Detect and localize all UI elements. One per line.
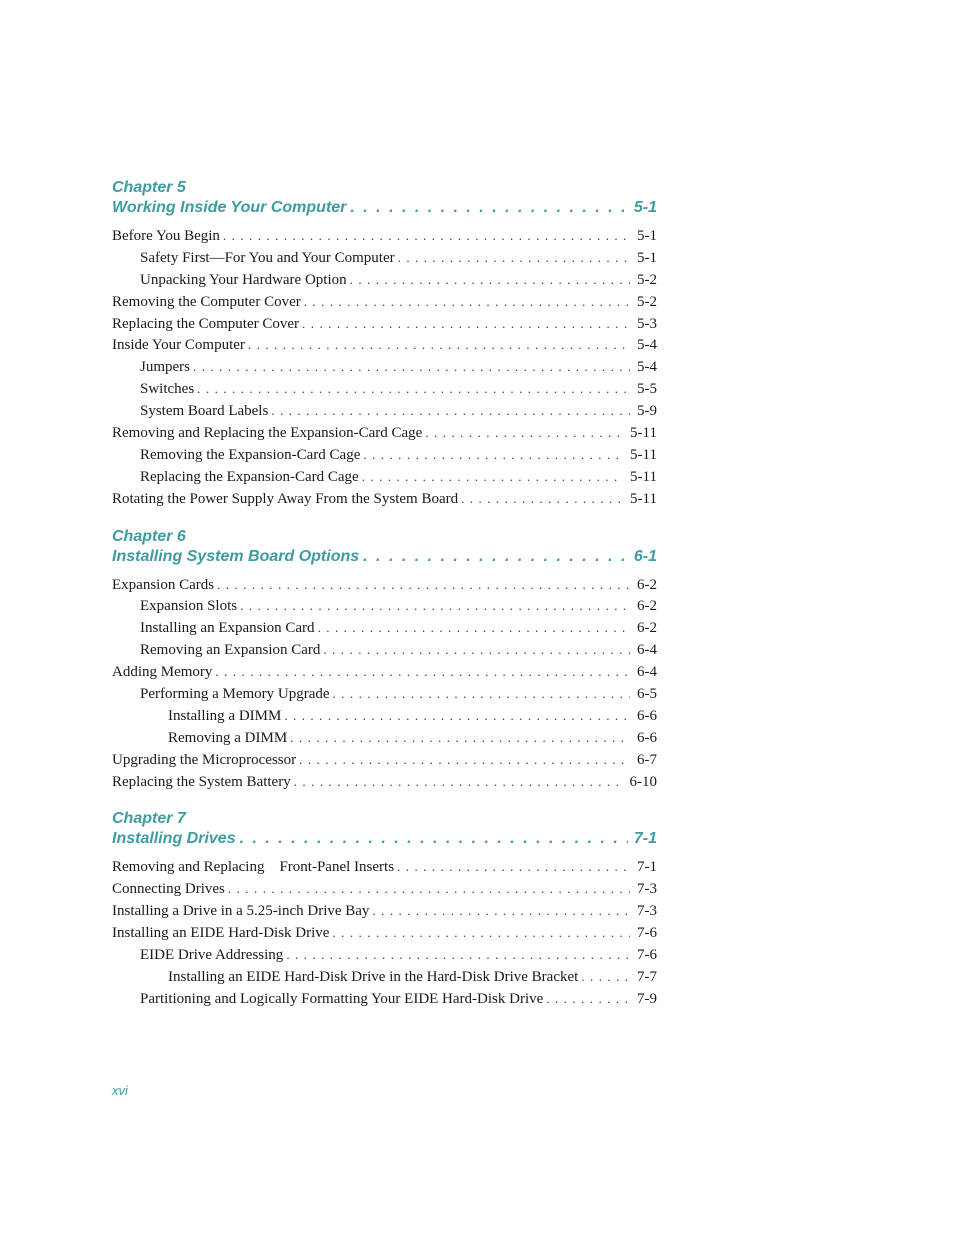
toc-entry-page-number: 5-1 bbox=[637, 228, 657, 244]
toc-entry-title: Jumpers bbox=[140, 359, 190, 376]
dot-leader bbox=[223, 225, 630, 247]
dot-leader bbox=[398, 247, 630, 269]
dot-leader bbox=[350, 198, 627, 218]
toc-entry-page-number: 6-6 bbox=[637, 729, 657, 746]
toc-entry-page-number: 5-11 bbox=[630, 490, 657, 507]
toc-entry-page-number: 6-2 bbox=[637, 576, 657, 593]
toc-entry-title: Upgrading the Microprocessor bbox=[112, 751, 297, 768]
toc-entry-page-number: 6-7 bbox=[637, 751, 657, 768]
toc-entry[interactable] bbox=[112, 269, 657, 291]
dot-leader bbox=[193, 356, 630, 378]
toc-entry-page-number: 5-9 bbox=[637, 403, 657, 420]
toc-entry-title: Before You Begin bbox=[112, 228, 220, 244]
toc-entry-page-number: 6-2 bbox=[637, 598, 657, 615]
chapter-label: Chapter 5 bbox=[112, 179, 186, 196]
toc-entry[interactable] bbox=[112, 400, 657, 422]
toc-entry[interactable] bbox=[112, 574, 657, 596]
toc-entry[interactable] bbox=[112, 422, 657, 444]
toc-entry-title: Unpacking Your Hardware Option bbox=[140, 271, 347, 288]
toc-entry-page-number: 5-2 bbox=[637, 293, 657, 310]
toc-entry-page-number: 5-4 bbox=[637, 337, 657, 354]
toc-entry-title: Removing the Expansion-Card Cage bbox=[140, 446, 361, 463]
toc-entry-page-number: 7-7 bbox=[637, 968, 657, 985]
toc-entry-title: Installing a Drive in a 5.25-inch Drive Bay bbox=[112, 903, 370, 920]
dot-leader bbox=[290, 727, 630, 749]
chapter-label: Chapter 7 bbox=[112, 810, 186, 828]
toc-entry-page-number: 7-9 bbox=[637, 990, 657, 1007]
dot-leader bbox=[581, 966, 630, 988]
toc-entry-title: Replacing the System Battery bbox=[112, 773, 291, 790]
chapter-title-link[interactable] bbox=[112, 198, 657, 218]
toc-entry-title: Replacing the Expansion-Card Cage bbox=[140, 468, 359, 485]
toc-entry-title: Removing and Replacing Front-Panel Inserts bbox=[112, 859, 395, 876]
toc-entry-title: Rotating the Power Supply Away From the System Board bbox=[112, 490, 459, 507]
toc-entry-title: Replacing the Computer Cover bbox=[112, 315, 300, 332]
toc-entry[interactable] bbox=[112, 595, 657, 617]
toc-entry-title: Expansion Cards bbox=[112, 576, 215, 593]
toc-entry[interactable] bbox=[112, 661, 657, 683]
toc-entry[interactable] bbox=[112, 900, 657, 922]
chapter-title: Installing Drives bbox=[112, 830, 236, 848]
toc-entry-page-number: 6-6 bbox=[637, 707, 657, 724]
table-of-contents bbox=[112, 178, 657, 1027]
toc-entry-page-number: 5-11 bbox=[630, 446, 657, 463]
dot-leader bbox=[240, 595, 630, 617]
toc-entry[interactable] bbox=[112, 334, 657, 356]
chapter-title-link[interactable] bbox=[112, 829, 657, 849]
toc-entry[interactable] bbox=[112, 488, 657, 510]
chapter-section bbox=[112, 527, 657, 793]
chapter-page-number: 5-1 bbox=[633, 199, 657, 216]
chapter-title: Working Inside Your Computer bbox=[112, 199, 347, 216]
toc-entry-title: Adding Memory bbox=[112, 664, 213, 681]
toc-entry[interactable] bbox=[112, 378, 657, 400]
dot-leader bbox=[372, 900, 630, 922]
toc-entry-title: Connecting Drives bbox=[112, 881, 225, 898]
toc-entry[interactable] bbox=[112, 313, 657, 335]
dot-leader bbox=[363, 547, 628, 567]
toc-entry-page-number: 5-11 bbox=[630, 468, 657, 485]
chapter-label: Chapter 6 bbox=[112, 527, 186, 545]
dot-leader bbox=[217, 574, 630, 596]
dot-leader bbox=[294, 771, 623, 793]
toc-entry-page-number: 7-1 bbox=[637, 859, 657, 876]
toc-entry[interactable] bbox=[112, 966, 657, 988]
toc-entry[interactable] bbox=[112, 444, 657, 466]
toc-entry[interactable] bbox=[112, 247, 657, 269]
toc-entry-title: Performing a Memory Upgrade bbox=[140, 686, 330, 703]
page-number: xvi bbox=[112, 1083, 128, 1098]
toc-entry-page-number: 5-1 bbox=[637, 249, 657, 266]
toc-entry-title: Partitioning and Logically Formatting Your EIDE Hard-Disk Drive bbox=[140, 990, 544, 1007]
toc-entry[interactable] bbox=[112, 944, 657, 966]
toc-entry-title: EIDE Drive Addressing bbox=[140, 947, 284, 964]
toc-entry-page-number: 5-3 bbox=[637, 315, 657, 332]
dot-leader bbox=[248, 334, 630, 356]
toc-entry-title: Removing a DIMM bbox=[168, 729, 288, 746]
toc-entry[interactable] bbox=[112, 749, 657, 771]
toc-entry-title: Removing the Computer Cover bbox=[112, 293, 301, 310]
dot-leader bbox=[299, 749, 630, 771]
toc-entry-page-number: 5-5 bbox=[637, 381, 657, 398]
toc-entry-page-number: 7-6 bbox=[637, 947, 657, 964]
toc-entry-page-number: 6-5 bbox=[637, 686, 657, 703]
toc-entry-title: System Board Labels bbox=[140, 403, 269, 420]
toc-entry[interactable] bbox=[112, 291, 657, 313]
chapter-page-number: 6-1 bbox=[633, 547, 657, 565]
dot-leader bbox=[286, 944, 630, 966]
toc-entry[interactable] bbox=[112, 727, 657, 749]
dot-leader bbox=[350, 269, 630, 291]
toc-entry[interactable] bbox=[112, 988, 657, 1010]
toc-entry-title: Installing an EIDE Hard-Disk Drive in the Hard-Disk Drive Bracket bbox=[168, 968, 579, 985]
toc-entry[interactable] bbox=[112, 922, 657, 944]
toc-entry-title: Installing a DIMM bbox=[168, 707, 282, 724]
dot-leader bbox=[397, 856, 630, 878]
toc-entry-page-number: 6-2 bbox=[637, 620, 657, 637]
toc-entry-page-number: 7-6 bbox=[637, 925, 657, 942]
toc-entry-title: Installing an Expansion Card bbox=[140, 620, 315, 637]
toc-entry-title: Expansion Slots bbox=[140, 598, 238, 615]
toc-entry-page-number: 5-4 bbox=[637, 359, 657, 376]
toc-entry-page-number: 6-4 bbox=[637, 664, 657, 681]
toc-entry-title: Removing an Expansion Card bbox=[140, 642, 321, 659]
toc-entry-page-number: 5-11 bbox=[630, 425, 657, 442]
dot-leader bbox=[362, 466, 623, 488]
toc-entry[interactable] bbox=[112, 639, 657, 661]
chapter-title: Installing System Board Options bbox=[112, 547, 360, 565]
toc-entry[interactable] bbox=[112, 225, 657, 247]
toc-entry[interactable] bbox=[112, 617, 657, 639]
dot-leader bbox=[461, 488, 623, 510]
toc-entry[interactable] bbox=[112, 683, 657, 705]
dot-leader bbox=[323, 639, 630, 661]
dot-leader bbox=[363, 444, 623, 466]
toc-entry-page-number: 6-10 bbox=[629, 773, 657, 790]
dot-leader bbox=[271, 400, 630, 422]
dot-leader bbox=[333, 683, 630, 705]
toc-entry-page-number: 7-3 bbox=[637, 903, 657, 920]
dot-leader bbox=[332, 922, 630, 944]
dot-leader bbox=[215, 661, 630, 683]
toc-entry-page-number: 6-4 bbox=[637, 642, 657, 659]
dot-leader bbox=[284, 705, 630, 727]
dot-leader bbox=[197, 378, 630, 400]
dot-leader bbox=[304, 291, 630, 313]
dot-leader bbox=[240, 829, 628, 849]
toc-entry[interactable] bbox=[112, 771, 657, 793]
dot-leader bbox=[425, 422, 623, 444]
toc-entry-page-number: 7-3 bbox=[637, 881, 657, 898]
dot-leader bbox=[318, 617, 630, 639]
toc-entry-title: Switches bbox=[140, 381, 195, 398]
toc-entry[interactable] bbox=[112, 878, 657, 900]
toc-entry-title: Inside Your Computer bbox=[112, 337, 245, 354]
toc-entry-title: Installing an EIDE Hard-Disk Drive bbox=[112, 925, 330, 942]
toc-entry-page-number: 5-2 bbox=[637, 271, 657, 288]
dot-leader bbox=[302, 313, 630, 335]
toc-entry[interactable] bbox=[112, 356, 657, 378]
chapter-page-number: 7-1 bbox=[633, 830, 657, 848]
dot-leader bbox=[546, 988, 630, 1010]
dot-leader bbox=[228, 878, 630, 900]
chapter-section bbox=[112, 809, 657, 1009]
toc-entry-title: Safety First—For You and Your Computer bbox=[140, 249, 395, 266]
chapter-title-link[interactable] bbox=[112, 547, 657, 567]
toc-entry[interactable] bbox=[112, 466, 657, 488]
chapter-section bbox=[112, 178, 657, 510]
toc-entry[interactable] bbox=[112, 856, 657, 878]
toc-entry[interactable] bbox=[112, 705, 657, 727]
toc-entry-title: Removing and Replacing the Expansion-Card Cage bbox=[112, 425, 423, 442]
